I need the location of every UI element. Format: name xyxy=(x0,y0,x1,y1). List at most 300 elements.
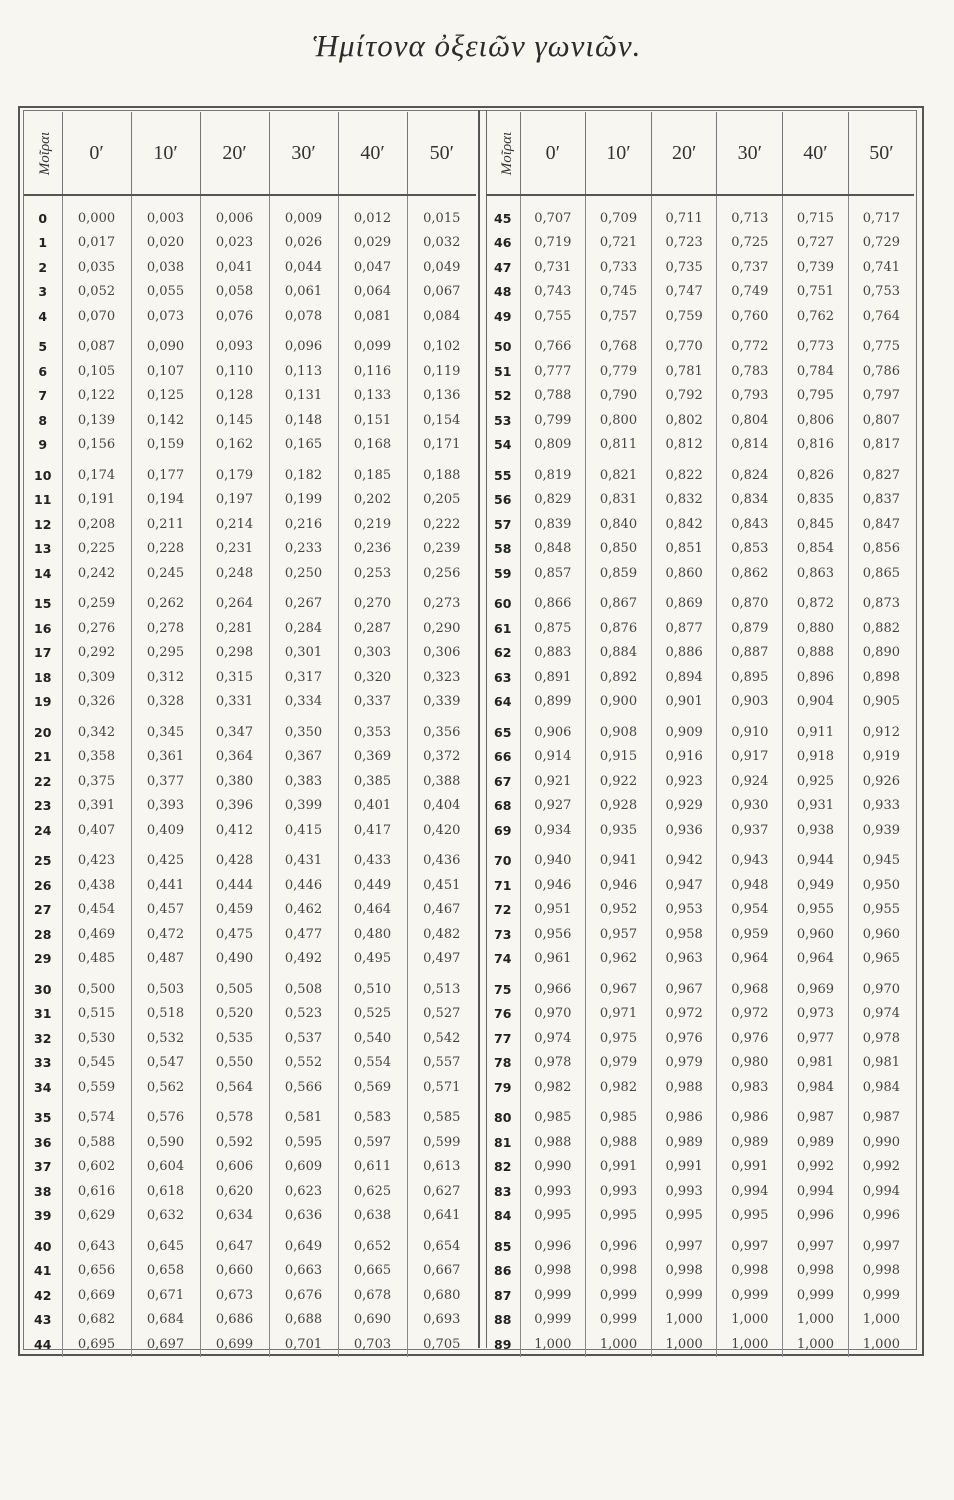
sine-value-cell: 0,562 xyxy=(131,1075,200,1100)
sine-value-cell: 0,804 xyxy=(717,408,783,433)
sine-value-cell: 0,998 xyxy=(651,1259,717,1284)
sine-value-cell: 0,364 xyxy=(200,745,269,770)
sine-value-cell: 0,981 xyxy=(862,1055,900,1071)
degree-cell: 53 xyxy=(486,408,520,433)
sine-value-cell: 0,701 xyxy=(269,1332,338,1357)
minute-header: 10′ xyxy=(131,112,200,195)
sine-value-cell: 0,755 xyxy=(520,304,586,329)
sine-table-left xyxy=(24,112,476,1357)
table-row xyxy=(24,1259,476,1284)
table-row xyxy=(486,1283,914,1308)
sine-value-cell: 0,171 xyxy=(423,437,461,453)
table-row xyxy=(486,898,914,923)
sine-value-cell: 0,574 xyxy=(62,1100,131,1131)
sine-value-cell: 0,869 xyxy=(651,586,717,617)
sine-value-cell: 0,242 xyxy=(62,561,131,586)
sine-value-cell: 0,225 xyxy=(62,537,131,562)
sine-value-cell: 0,947 xyxy=(651,873,717,898)
table-row xyxy=(24,231,476,256)
sine-value-cell: 0,723 xyxy=(651,231,717,256)
sine-value-cell: 0,145 xyxy=(200,408,269,433)
sine-value-cell: 0,967 xyxy=(651,971,717,1002)
degree-cell: 44 xyxy=(24,1332,62,1357)
sine-value-cell: 0,530 xyxy=(62,1026,131,1051)
degree-cell: 13 xyxy=(24,537,62,562)
degree-cell: 85 xyxy=(486,1228,520,1259)
sine-value-cell: 0,749 xyxy=(717,280,783,305)
degree-cell: 30 xyxy=(24,971,62,1002)
sine-value-cell: 0,550 xyxy=(200,1051,269,1076)
sine-value-cell: 0,292 xyxy=(62,641,131,666)
sine-value-cell: 0,462 xyxy=(269,898,338,923)
table-row xyxy=(486,818,914,843)
sine-value-cell: 0,950 xyxy=(862,877,900,893)
sine-value-cell: 0,174 xyxy=(62,457,131,488)
sine-value-cell: 0,490 xyxy=(200,947,269,972)
sine-value-cell: 0,350 xyxy=(269,714,338,745)
sine-value-cell: 0,358 xyxy=(62,745,131,770)
sine-value-cell: 0,345 xyxy=(131,714,200,745)
sine-value-cell: 0,020 xyxy=(131,231,200,256)
sine-value-cell: 0,049 xyxy=(423,259,461,275)
sine-value-cell: 0,412 xyxy=(200,818,269,843)
sine-value-cell: 0,766 xyxy=(520,329,586,360)
sine-value-cell: 0,991 xyxy=(651,1155,717,1180)
sine-value-cell: 0,515 xyxy=(62,1002,131,1027)
sine-value-cell: 0,303 xyxy=(338,641,407,666)
degree-cell: 17 xyxy=(24,641,62,666)
table-row xyxy=(24,745,476,770)
degree-cell: 68 xyxy=(486,794,520,819)
sine-value-cell: 0,671 xyxy=(131,1283,200,1308)
sine-value-cell: 0,965 xyxy=(862,951,900,967)
sine-value-cell: 0,323 xyxy=(423,669,461,685)
degree-cell: 56 xyxy=(486,488,520,513)
sine-value-cell: 0,540 xyxy=(338,1026,407,1051)
sine-value-cell: 0,945 xyxy=(862,853,900,869)
degree-cell: 18 xyxy=(24,665,62,690)
sine-value-cell: 0,035 xyxy=(62,255,131,280)
sine-value-cell: 0,999 xyxy=(520,1283,586,1308)
table-row xyxy=(486,408,914,433)
sine-value-cell: 0,759 xyxy=(651,304,717,329)
sine-value-cell: 0,788 xyxy=(520,384,586,409)
sine-value-cell: 0,699 xyxy=(200,1332,269,1357)
table-row xyxy=(24,1155,476,1180)
sine-value-cell: 0,423 xyxy=(62,843,131,874)
sine-value-cell: 0,688 xyxy=(269,1308,338,1333)
table-row xyxy=(486,329,914,360)
sine-value-cell: 0,281 xyxy=(200,616,269,641)
sine-value-cell: 0,585 xyxy=(423,1110,461,1126)
sine-value-cell: 0,023 xyxy=(200,231,269,256)
table-row xyxy=(24,1332,476,1357)
degree-cell: 79 xyxy=(486,1075,520,1100)
sine-value-cell: 0,131 xyxy=(269,384,338,409)
sine-value-cell: 0,842 xyxy=(651,512,717,537)
sine-value-cell: 0,946 xyxy=(520,873,586,898)
sine-value-cell: 0,044 xyxy=(269,255,338,280)
sine-value-cell: 0,914 xyxy=(520,745,586,770)
table-row xyxy=(24,818,476,843)
sine-value-cell: 0,916 xyxy=(651,745,717,770)
sine-value-cell: 0,658 xyxy=(131,1259,200,1284)
sine-value-cell: 0,142 xyxy=(131,408,200,433)
sine-value-cell: 0,964 xyxy=(783,947,849,972)
sine-value-cell: 0,695 xyxy=(62,1332,131,1357)
degree-cell: 35 xyxy=(24,1100,62,1131)
table-row xyxy=(24,769,476,794)
sine-value-cell: 0,116 xyxy=(338,359,407,384)
degree-cell: 7 xyxy=(24,384,62,409)
sine-value-cell: 0,182 xyxy=(269,457,338,488)
sine-value-cell: 0,800 xyxy=(586,408,652,433)
table-row xyxy=(486,1075,914,1100)
table-row xyxy=(24,1204,476,1229)
sine-value-cell: 0,032 xyxy=(423,235,461,251)
sine-value-cell: 0,202 xyxy=(338,488,407,513)
degree-cell: 67 xyxy=(486,769,520,794)
sine-value-cell: 0,093 xyxy=(200,329,269,360)
degree-cell: 10 xyxy=(24,457,62,488)
sine-value-cell: 0,583 xyxy=(338,1100,407,1131)
sine-value-cell: 0,641 xyxy=(423,1208,461,1224)
sine-value-cell: 0,909 xyxy=(651,714,717,745)
sine-value-cell: 0,988 xyxy=(586,1130,652,1155)
sine-value-cell: 0,989 xyxy=(651,1130,717,1155)
table-row xyxy=(486,665,914,690)
sine-value-cell: 0,632 xyxy=(131,1204,200,1229)
degree-cell: 12 xyxy=(24,512,62,537)
table-row xyxy=(24,971,476,1002)
sine-value-cell: 0,113 xyxy=(269,359,338,384)
sine-value-cell: 0,590 xyxy=(131,1130,200,1155)
sine-value-cell: 0,760 xyxy=(717,304,783,329)
minute-header: 40′ xyxy=(783,112,849,195)
sine-value-cell: 0,110 xyxy=(200,359,269,384)
sine-value-cell: 0,259 xyxy=(62,586,131,617)
sine-value-cell: 0,404 xyxy=(423,798,461,814)
sine-value-cell: 0,731 xyxy=(520,255,586,280)
sine-value-cell: 0,781 xyxy=(651,359,717,384)
sine-value-cell: 1,000 xyxy=(783,1332,849,1357)
sine-value-cell: 0,222 xyxy=(423,516,461,532)
degree-cell: 16 xyxy=(24,616,62,641)
degree-cell: 2 xyxy=(24,255,62,280)
degree-cell: 63 xyxy=(486,665,520,690)
sine-value-cell: 0,070 xyxy=(62,304,131,329)
sine-value-cell: 0,525 xyxy=(338,1002,407,1027)
page-title: Ἡμίτονα ὀξειῶν γωνιῶν. xyxy=(312,28,642,63)
sine-value-cell: 0,487 xyxy=(131,947,200,972)
sine-value-cell: 0,542 xyxy=(423,1030,461,1046)
sine-value-cell: 0,962 xyxy=(586,947,652,972)
header-row xyxy=(486,112,914,195)
sine-value-cell: 0,926 xyxy=(862,773,900,789)
sine-value-cell: 0,505 xyxy=(200,971,269,1002)
sine-value-cell: 0,009 xyxy=(269,195,338,231)
sine-value-cell: 0,799 xyxy=(520,408,586,433)
sine-value-cell: 0,741 xyxy=(862,259,900,275)
sine-value-cell: 0,921 xyxy=(520,769,586,794)
sine-value-cell: 0,535 xyxy=(200,1026,269,1051)
sine-value-cell: 0,353 xyxy=(338,714,407,745)
sine-value-cell: 0,133 xyxy=(338,384,407,409)
sine-value-cell: 0,991 xyxy=(586,1155,652,1180)
sine-value-cell: 0,960 xyxy=(783,922,849,947)
table-row xyxy=(24,408,476,433)
table-row xyxy=(486,947,914,972)
sine-value-cell: 0,814 xyxy=(717,433,783,458)
sine-value-cell: 0,974 xyxy=(520,1026,586,1051)
sine-value-cell: 0,982 xyxy=(586,1075,652,1100)
sine-value-cell: 0,851 xyxy=(651,537,717,562)
sine-value-cell: 0,989 xyxy=(783,1130,849,1155)
sine-value-cell: 0,931 xyxy=(783,794,849,819)
minute-header: 0′ xyxy=(62,112,131,195)
sine-value-cell: 0,817 xyxy=(862,437,900,453)
sine-value-cell: 0,993 xyxy=(651,1179,717,1204)
table-row xyxy=(486,1332,914,1357)
sine-value-cell: 0,930 xyxy=(717,794,783,819)
sine-value-cell: 0,998 xyxy=(586,1259,652,1284)
degree-cell: 87 xyxy=(486,1283,520,1308)
sine-value-cell: 0,588 xyxy=(62,1130,131,1155)
sine-value-cell: 0,988 xyxy=(651,1075,717,1100)
table-row xyxy=(24,1179,476,1204)
table-row xyxy=(486,1308,914,1333)
sine-value-cell: 0,367 xyxy=(269,745,338,770)
sine-value-cell: 0,979 xyxy=(586,1051,652,1076)
sine-value-cell: 0,438 xyxy=(62,873,131,898)
table-row xyxy=(24,1075,476,1100)
sine-value-cell: 0,999 xyxy=(862,1287,900,1303)
sine-value-cell: 0,185 xyxy=(338,457,407,488)
table-row xyxy=(486,971,914,1002)
sine-value-cell: 0,105 xyxy=(62,359,131,384)
sine-value-cell: 0,821 xyxy=(586,457,652,488)
sine-value-cell: 0,993 xyxy=(586,1179,652,1204)
table-row xyxy=(486,537,914,562)
sine-value-cell: 0,961 xyxy=(520,947,586,972)
sine-value-cell: 0,497 xyxy=(423,951,461,967)
sine-value-cell: 0,564 xyxy=(200,1075,269,1100)
sine-value-cell: 0,927 xyxy=(520,794,586,819)
sine-value-cell: 0,576 xyxy=(131,1100,200,1131)
degree-cell: 61 xyxy=(486,616,520,641)
sine-value-cell: 0,984 xyxy=(783,1075,849,1100)
sine-value-cell: 0,388 xyxy=(423,773,461,789)
sine-value-cell: 0,457 xyxy=(131,898,200,923)
sine-value-cell: 0,629 xyxy=(62,1204,131,1229)
sine-value-cell: 0,995 xyxy=(651,1204,717,1229)
table-row xyxy=(486,1179,914,1204)
sine-value-cell: 0,887 xyxy=(717,641,783,666)
table-row xyxy=(24,873,476,898)
sine-value-cell: 0,922 xyxy=(586,769,652,794)
degree-cell: 78 xyxy=(486,1051,520,1076)
sine-value-cell: 0,997 xyxy=(717,1228,783,1259)
sine-value-cell: 0,256 xyxy=(423,565,461,581)
sine-value-cell: 0,975 xyxy=(586,1026,652,1051)
sine-value-cell: 0,592 xyxy=(200,1130,269,1155)
sine-value-cell: 0,656 xyxy=(62,1259,131,1284)
sine-value-cell: 0,831 xyxy=(586,488,652,513)
sine-value-cell: 0,811 xyxy=(586,433,652,458)
degree-cell: 14 xyxy=(24,561,62,586)
sine-value-cell: 0,500 xyxy=(62,971,131,1002)
sine-value-cell: 0,649 xyxy=(269,1228,338,1259)
table-row xyxy=(24,561,476,586)
sine-value-cell: 0,943 xyxy=(717,843,783,874)
sine-value-cell: 0,952 xyxy=(586,898,652,923)
table-row xyxy=(486,359,914,384)
sine-value-cell: 0,955 xyxy=(783,898,849,923)
sine-value-cell: 0,806 xyxy=(783,408,849,433)
sine-value-cell: 0,949 xyxy=(783,873,849,898)
sine-value-cell: 0,609 xyxy=(269,1155,338,1180)
sine-value-cell: 0,989 xyxy=(717,1130,783,1155)
sine-value-cell: 0,859 xyxy=(586,561,652,586)
sine-value-cell: 0,480 xyxy=(338,922,407,947)
sine-value-cell: 0,326 xyxy=(62,690,131,715)
sine-value-cell: 0,613 xyxy=(423,1159,461,1175)
sine-value-cell: 0,996 xyxy=(862,1208,900,1224)
sine-value-cell: 0,431 xyxy=(269,843,338,874)
table-row xyxy=(24,255,476,280)
degree-cell: 50 xyxy=(486,329,520,360)
sine-value-cell: 0,678 xyxy=(338,1283,407,1308)
sine-value-cell: 0,853 xyxy=(717,537,783,562)
sine-value-cell: 1,000 xyxy=(717,1308,783,1333)
sine-value-cell: 0,918 xyxy=(783,745,849,770)
sine-value-cell: 0,822 xyxy=(651,457,717,488)
sine-value-cell: 0,645 xyxy=(131,1228,200,1259)
table-row xyxy=(24,329,476,360)
sine-value-cell: 0,557 xyxy=(423,1055,461,1071)
sine-value-cell: 0,697 xyxy=(131,1332,200,1357)
degree-cell: 71 xyxy=(486,873,520,898)
sine-value-cell: 0,407 xyxy=(62,818,131,843)
table-row xyxy=(24,794,476,819)
sine-value-cell: 0,595 xyxy=(269,1130,338,1155)
sine-value-cell: 0,270 xyxy=(338,586,407,617)
sine-value-cell: 0,233 xyxy=(269,537,338,562)
sine-value-cell: 0,099 xyxy=(338,329,407,360)
sine-value-cell: 0,762 xyxy=(783,304,849,329)
sine-value-cell: 0,856 xyxy=(862,541,900,557)
degree-cell: 39 xyxy=(24,1204,62,1229)
sine-value-cell: 0,347 xyxy=(200,714,269,745)
sine-value-cell: 0,854 xyxy=(783,537,849,562)
sine-value-cell: 0,912 xyxy=(862,724,900,740)
table-row xyxy=(486,745,914,770)
table-row xyxy=(486,586,914,617)
sine-value-cell: 0,934 xyxy=(520,818,586,843)
table-row xyxy=(24,195,476,231)
sine-value-cell: 0,843 xyxy=(717,512,783,537)
degree-cell: 21 xyxy=(24,745,62,770)
sine-value-cell: 0,703 xyxy=(338,1332,407,1357)
sine-value-cell: 0,372 xyxy=(423,749,461,765)
sine-value-cell: 0,956 xyxy=(520,922,586,947)
sine-value-cell: 0,441 xyxy=(131,873,200,898)
sine-value-cell: 0,809 xyxy=(520,433,586,458)
degree-header: Μοῖραι xyxy=(486,112,520,195)
degree-cell: 28 xyxy=(24,922,62,947)
sine-value-cell: 0,228 xyxy=(131,537,200,562)
sine-value-cell: 0,994 xyxy=(862,1183,900,1199)
sine-value-cell: 0,900 xyxy=(586,690,652,715)
degree-cell: 46 xyxy=(486,231,520,256)
sine-value-cell: 0,518 xyxy=(131,1002,200,1027)
sine-value-cell: 0,096 xyxy=(269,329,338,360)
degree-cell: 4 xyxy=(24,304,62,329)
table-row xyxy=(486,457,914,488)
sine-value-cell: 0,139 xyxy=(62,408,131,433)
sine-value-cell: 0,273 xyxy=(423,596,461,612)
table-row xyxy=(24,641,476,666)
sine-value-cell: 0,999 xyxy=(783,1283,849,1308)
degree-cell: 3 xyxy=(24,280,62,305)
sine-value-cell: 0,998 xyxy=(717,1259,783,1284)
sine-value-cell: 0,977 xyxy=(783,1026,849,1051)
sine-value-cell: 0,306 xyxy=(423,645,461,661)
sine-value-cell: 0,328 xyxy=(131,690,200,715)
degree-cell: 42 xyxy=(24,1283,62,1308)
sine-value-cell: 0,211 xyxy=(131,512,200,537)
sine-value-cell: 0,231 xyxy=(200,537,269,562)
table-row xyxy=(24,384,476,409)
sine-value-cell: 0,415 xyxy=(269,818,338,843)
sine-value-cell: 0,705 xyxy=(423,1336,461,1352)
sine-value-cell: 0,775 xyxy=(862,339,900,355)
degree-cell: 40 xyxy=(24,1228,62,1259)
sine-value-cell: 0,928 xyxy=(586,794,652,819)
degree-cell: 89 xyxy=(486,1332,520,1357)
sine-value-cell: 0,984 xyxy=(862,1079,900,1095)
degree-cell: 57 xyxy=(486,512,520,537)
sine-value-cell: 0,464 xyxy=(338,898,407,923)
sine-value-cell: 0,876 xyxy=(586,616,652,641)
table-row xyxy=(24,304,476,329)
sine-value-cell: 0,835 xyxy=(783,488,849,513)
degree-cell: 88 xyxy=(486,1308,520,1333)
sine-value-cell: 0,636 xyxy=(269,1204,338,1229)
sine-value-cell: 0,433 xyxy=(338,843,407,874)
sine-value-cell: 0,566 xyxy=(269,1075,338,1100)
degree-cell: 11 xyxy=(24,488,62,513)
degree-cell: 82 xyxy=(486,1155,520,1180)
sine-value-cell: 0,757 xyxy=(586,304,652,329)
sine-value-cell: 0,711 xyxy=(651,195,717,231)
degree-cell: 23 xyxy=(24,794,62,819)
minute-header: 50′ xyxy=(407,112,476,195)
sine-value-cell: 0,571 xyxy=(423,1079,461,1095)
sine-value-cell: 0,991 xyxy=(717,1155,783,1180)
sine-value-cell: 0,747 xyxy=(651,280,717,305)
sine-value-cell: 0,713 xyxy=(717,195,783,231)
sine-value-cell: 0,946 xyxy=(586,873,652,898)
sine-value-cell: 0,729 xyxy=(862,235,900,251)
sine-value-cell: 0,845 xyxy=(783,512,849,537)
sine-value-cell: 0,940 xyxy=(520,843,586,874)
sine-value-cell: 0,191 xyxy=(62,488,131,513)
sine-value-cell: 1,000 xyxy=(586,1332,652,1357)
sine-value-cell: 0,862 xyxy=(717,561,783,586)
sine-value-cell: 0,955 xyxy=(862,902,900,918)
table-row xyxy=(486,304,914,329)
